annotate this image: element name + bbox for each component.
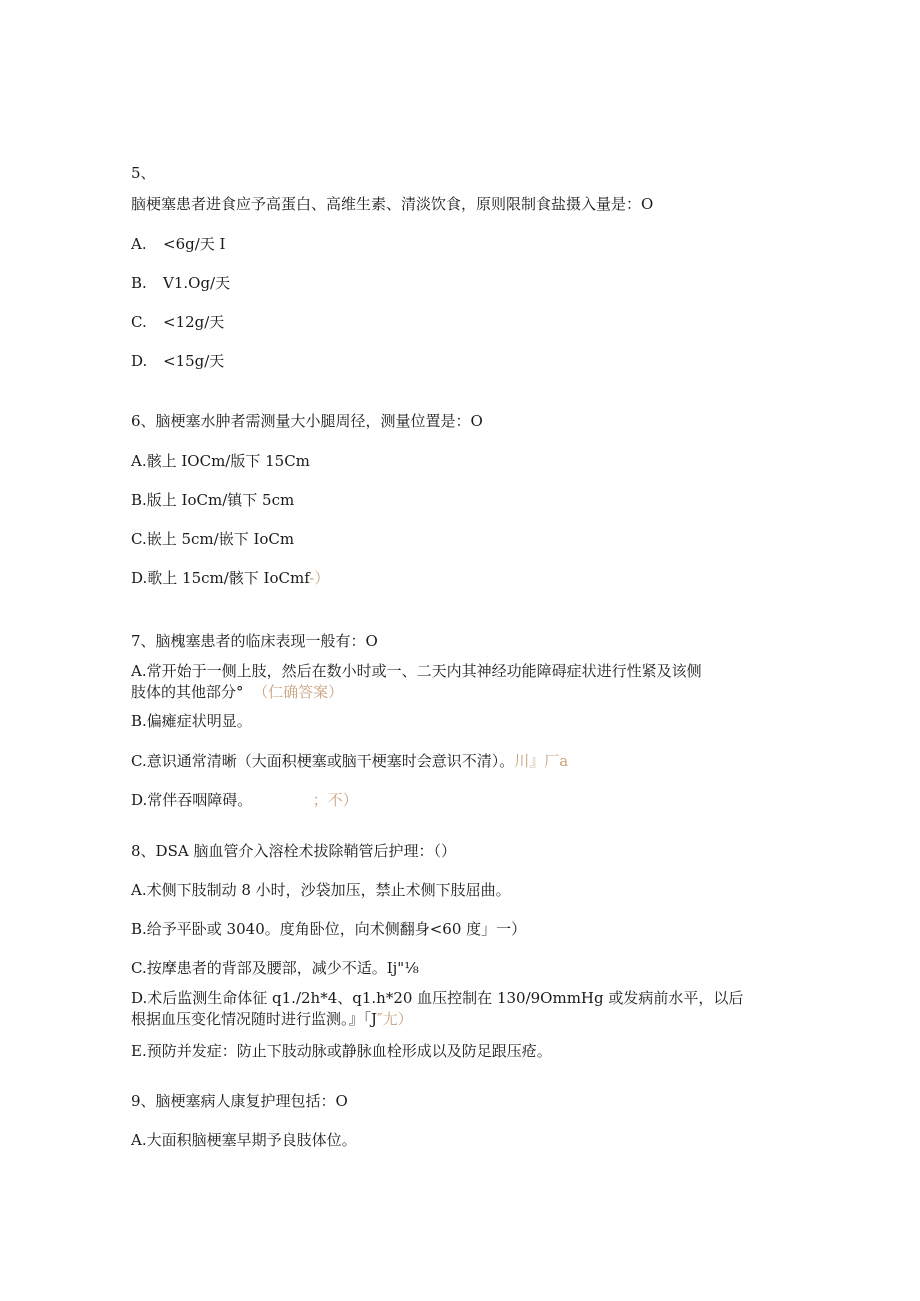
option-text: D.歌上 15cm∕骸下 IoCmf: [131, 569, 310, 587]
q9-stem: 9、脑梗塞病人康复护理包括：O: [131, 1092, 348, 1110]
q7-option-a-line2: [131, 682, 343, 702]
option-text: 肢体的其他部分°: [131, 683, 244, 701]
q7-option-b: B.偏瘫症状明显。: [131, 712, 252, 730]
option-text: D.常伴吞咽障碍。: [131, 791, 245, 809]
option-text: 根据血压变化情况随时进行监测。』「J: [131, 1010, 378, 1028]
handwritten-mark: -）: [309, 569, 330, 587]
handwritten-mark: ″尢）: [377, 1010, 413, 1028]
option-text: <15g∕天: [163, 352, 225, 370]
q6-option-b: B.版上 IoCm/镇下 5cm: [131, 491, 295, 509]
answer-mark: （仁确答案）: [253, 683, 344, 701]
q5-number: 5、: [131, 164, 156, 182]
q5-option-b: [131, 273, 230, 293]
q8-option-d-line1: D.术后监测生命体征 q1./2h*4、q1.h*20 血压控制在 130/9OmmHg 或发病前水平，以后: [131, 989, 744, 1007]
q7-option-a-line1: A.常开始于一侧上肢，然后在数小时或一、二天内其神经功能障碍症状进行性紧及该侧: [131, 662, 702, 680]
q6-option-c: C.嵌上 5cm∕嵌下 IoCm: [131, 530, 295, 548]
option-text: C.意识通常清晰（大面积梗塞或脑干梗塞时会意识不清）。: [131, 752, 515, 770]
q5-option-a: [131, 234, 225, 254]
option-text: <12g∕天: [163, 313, 225, 331]
q8-option-c: C.按摩患者的背部及腰部，减少不适。Ij"⅛: [131, 959, 419, 977]
q8-option-a: A.术侧下肢制动 8 小时，沙袋加压，禁止术侧下肢屈曲。: [131, 881, 511, 899]
q5-option-d: [131, 351, 224, 371]
option-letter: B.: [131, 274, 147, 292]
q5-stem: 脑梗塞患者进食应予高蛋白、高维生素、清淡饮食，原则限制食盐摄入量是：O: [131, 195, 654, 213]
q8-option-b: B.给予平卧或 3040。度角卧位，向术侧翻身<60 度」一）: [131, 920, 527, 938]
q9-option-a: A.大面积脑梗塞早期予良肢体位。: [131, 1131, 357, 1149]
q6-stem: 6、脑梗塞水肿者需测量大小腿周径，测量位置是：O: [131, 412, 483, 430]
q5-option-c: [131, 312, 224, 332]
q6-option-d: [131, 568, 329, 588]
option-letter: A.: [131, 235, 147, 253]
q7-stem: 7、脑槐塞患者的临床表现一般有：O: [131, 632, 378, 650]
q8-stem: 8、DSA 脑血管介入溶栓术拔除鞘管后护理：（）: [131, 842, 456, 860]
option-text: V1.Og/天: [163, 274, 231, 292]
q8-option-d-line2: [131, 1009, 413, 1029]
q6-option-a: A.骸上 IOCm/版下 15Cm: [131, 452, 310, 470]
option-letter: D.: [131, 352, 148, 370]
handwritten-mark: ；不）: [312, 791, 358, 809]
handwritten-mark: 川』厂a: [514, 752, 569, 770]
q8-option-e: E.预防并发症：防止下肢动脉或静脉血栓形成以及防足跟压疮。: [131, 1042, 552, 1060]
q7-option-c: [131, 751, 568, 771]
q7-option-d: [131, 790, 358, 810]
option-letter: C.: [131, 313, 147, 331]
option-text: <6g∕天 I: [163, 235, 226, 253]
